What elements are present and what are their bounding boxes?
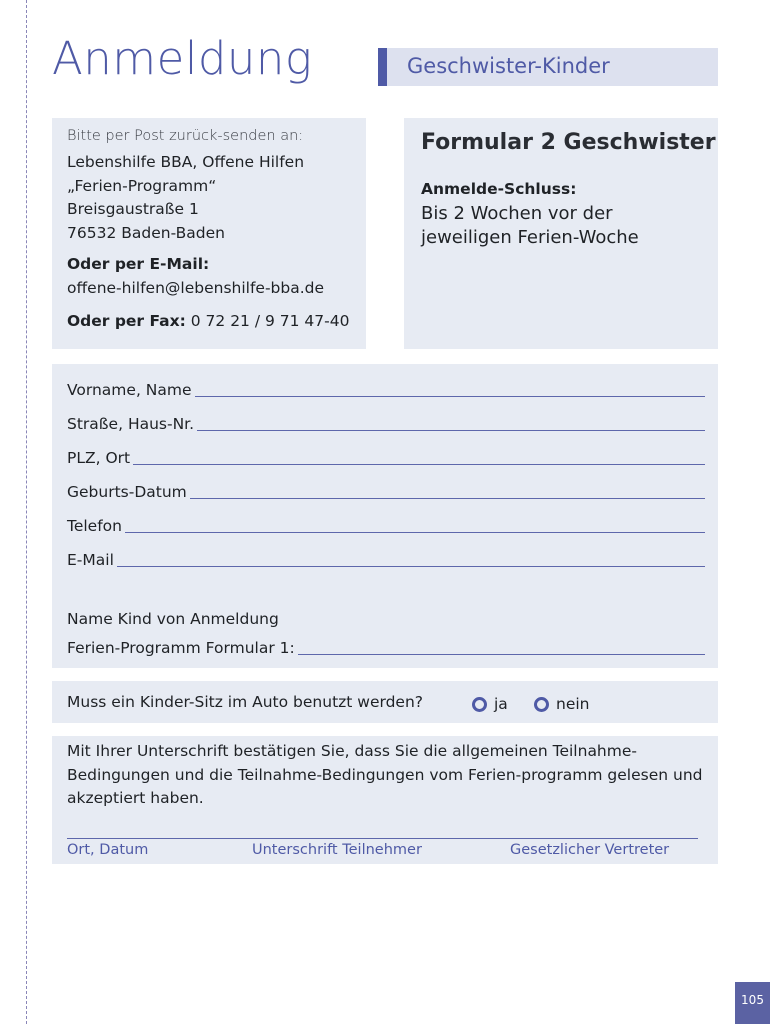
radio-no-label: nein [556,695,590,713]
address-line: Breisgaustraße 1 [67,200,199,218]
birthdate-field[interactable] [67,480,705,502]
deadline-line: jeweiligen Ferien-Woche [421,226,639,248]
address-line: Lebenshilfe BBA, Offene Hilfen [67,153,305,171]
phone-label: Telefon [67,517,122,535]
radio-yes-label: ja [494,695,508,713]
radio-circle-icon[interactable] [534,697,549,712]
city-field[interactable] [67,446,705,468]
email-label: Oder per E-Mail: [67,255,210,273]
radio-yes[interactable] [472,695,508,713]
child-seat-section [52,681,718,723]
birthdate-label: Geburts-Datum [67,483,187,501]
street-line[interactable] [197,430,705,431]
child-seat-question: Muss ein Kinder-Sitz im Auto benutzt werden? [67,693,424,711]
email-line[interactable] [117,566,705,567]
deadline-label: Anmelde-Schluss: [421,180,577,198]
sibling-field[interactable] [67,636,705,658]
address-line: „Ferien-Programm“ [67,176,217,195]
cut-line [26,0,27,1024]
signature-line[interactable] [67,838,698,839]
city-line[interactable] [133,464,705,465]
name-field[interactable] [67,378,705,400]
participant-signature-caption: Unterschrift Teilnehmer [252,842,422,858]
deadline-text [421,202,639,249]
name-line[interactable] [195,396,705,397]
subtitle-banner [378,48,718,86]
address-intro: Bitte per Post zurück-senden an: [67,128,304,144]
address-panel [52,118,366,349]
deadline-line: Bis 2 Wochen vor der [421,203,613,224]
street-label: Straße, Haus-Nr. [67,415,195,433]
form-heading: Formular 2 Geschwister [421,130,716,155]
birthdate-line[interactable] [190,498,705,499]
radio-no[interactable] [534,695,590,713]
address-line: 76532 Baden-Baden [67,223,225,242]
page-subtitle: Geschwister-Kinder [407,54,610,78]
name-label: Vorname, Name [67,381,192,399]
place-date-caption: Ort, Datum [67,842,149,858]
city-label: PLZ, Ort [67,449,131,467]
page-number: 105 [735,982,770,1024]
phone-field[interactable] [67,514,705,536]
street-field[interactable] [67,412,705,434]
address-block [67,151,349,334]
consent-text: Mit Ihrer Unterschrift bestätigen Sie, dass Sie die allgemeinen Teilnahme-Bedingungen und die Teilnahme-Bedingungen vom Ferien-programm gelesen und akzeptiert haben. [67,742,703,807]
fax-number: 0 72 21 / 9 71 47-40 [190,312,350,330]
page-title: Anmeldung [52,32,313,85]
sibling-line[interactable] [298,654,705,655]
form-info-panel [404,118,718,349]
fax-label: Oder per Fax: [67,312,186,330]
email-address: offene-hilfen@lebenshilfe-bba.de [67,278,325,297]
phone-line[interactable] [125,532,705,533]
personal-data-section [52,364,718,668]
sibling-form-label: Ferien-Programm Formular 1: [67,639,295,657]
email-field[interactable] [67,548,705,570]
radio-circle-icon[interactable] [472,697,487,712]
signature-section [52,736,718,864]
sibling-label: Name Kind von Anmeldung [67,610,279,628]
email-field-label: E-Mail [67,551,114,569]
guardian-caption: Gesetzlicher Vertreter [510,842,670,858]
